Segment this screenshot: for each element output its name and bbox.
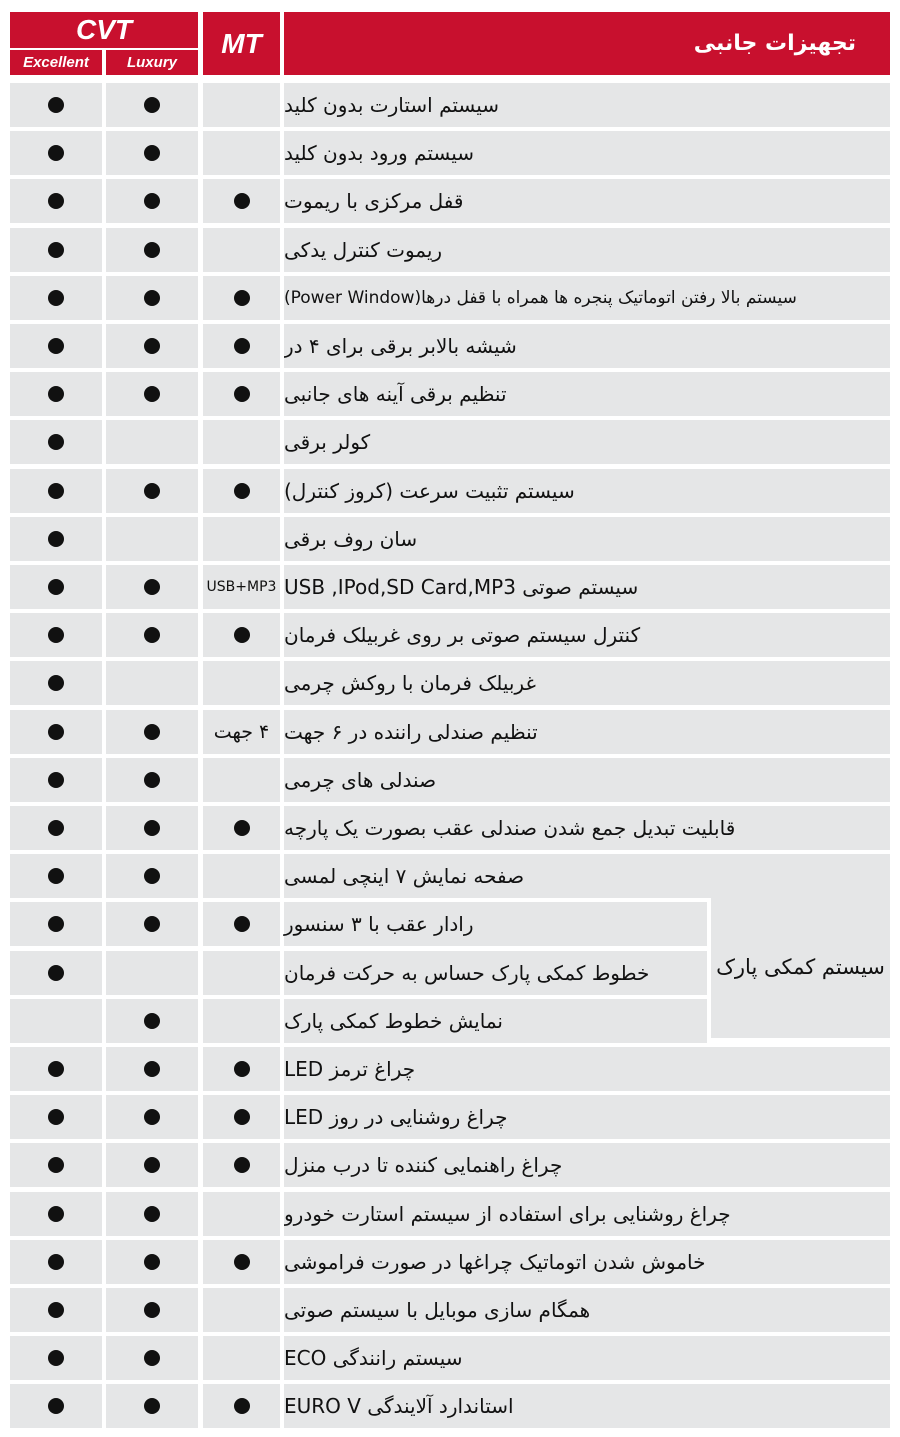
feature-text: ریموت کنترل یدکی — [284, 238, 443, 262]
feature-text: رادار عقب با ۳ سنسور — [284, 912, 474, 936]
cell-excellent — [10, 517, 102, 561]
bullet-dot-icon — [48, 1254, 64, 1270]
feature-text: تنظیم صندلی راننده در ۶ جهت — [284, 720, 538, 744]
bullet-dot-icon — [48, 531, 64, 547]
cell-mt — [203, 420, 280, 464]
feature-text: صندلی های چرمی — [284, 768, 437, 792]
bullet-dot-icon — [234, 338, 250, 354]
feature-text: سیستم ورود بدون کلید — [284, 141, 475, 165]
feature-text: قفل مرکزی با ریموت — [284, 189, 464, 213]
bullet-dot-icon — [48, 242, 64, 258]
feature-text: سیستم تثبیت سرعت (کروز کنترل) — [284, 479, 575, 503]
bullet-dot-icon — [48, 724, 64, 740]
bullet-dot-icon — [48, 434, 64, 450]
feature-text: چراغ راهنمایی کننده تا درب منزل — [284, 1153, 563, 1177]
bullet-dot-icon — [144, 1350, 160, 1366]
cell-excellent — [10, 179, 102, 223]
bullet-dot-icon — [144, 1254, 160, 1270]
bullet-dot-icon — [48, 868, 64, 884]
cell-excellent — [10, 1095, 102, 1139]
feature-text: کولر برقی — [284, 430, 371, 454]
bullet-dot-icon — [234, 627, 250, 643]
cell-excellent — [10, 1288, 102, 1332]
cell-luxury — [106, 469, 198, 513]
bullet-dot-icon — [144, 242, 160, 258]
cell-excellent — [10, 1143, 102, 1187]
row-label — [284, 1192, 890, 1236]
cell-luxury — [106, 565, 198, 609]
header-cvt: CVT — [10, 12, 198, 48]
cell-luxury — [106, 1288, 198, 1332]
bullet-dot-icon — [144, 1109, 160, 1125]
bullet-dot-icon — [48, 1350, 64, 1366]
bullet-dot-icon — [48, 1302, 64, 1318]
cell-excellent — [10, 951, 102, 995]
bullet-dot-icon — [144, 820, 160, 836]
cell-luxury — [106, 372, 198, 416]
bullet-dot-icon — [234, 1061, 250, 1077]
feature-text: صفحه نمایش ۷ اینچی لمسی — [284, 864, 525, 888]
feature-text: همگام سازی موبایل با سیستم صوتی — [284, 1298, 591, 1322]
cell-luxury — [106, 758, 198, 802]
bullet-dot-icon — [48, 193, 64, 209]
cell-excellent — [10, 854, 102, 898]
cell-excellent — [10, 83, 102, 127]
cell-luxury — [106, 276, 198, 320]
cell-excellent — [10, 806, 102, 850]
cell-mt — [203, 324, 280, 368]
cell-excellent — [10, 324, 102, 368]
bullet-dot-icon — [48, 1109, 64, 1125]
bullet-dot-icon — [48, 772, 64, 788]
cell-luxury — [106, 902, 198, 946]
row-label — [284, 420, 890, 464]
row-label — [284, 806, 890, 850]
cell-mt — [203, 999, 280, 1043]
cell-mt — [203, 228, 280, 272]
row-label — [284, 1336, 890, 1380]
cell-mt — [203, 661, 280, 705]
cell-excellent — [10, 565, 102, 609]
bullet-dot-icon — [144, 1013, 160, 1029]
bullet-dot-icon — [48, 145, 64, 161]
cell-excellent — [10, 276, 102, 320]
row-label — [284, 999, 707, 1043]
feature-text: سیستم صوتی USB ,IPod,SD Card,MP3 — [284, 575, 639, 599]
bullet-dot-icon — [234, 1157, 250, 1173]
cell-excellent — [10, 710, 102, 754]
bullet-dot-icon — [234, 916, 250, 932]
cell-mt — [203, 1143, 280, 1187]
bullet-dot-icon — [144, 1206, 160, 1222]
cell-excellent — [10, 758, 102, 802]
bullet-dot-icon — [144, 386, 160, 402]
bullet-dot-icon — [48, 916, 64, 932]
feature-text: تنظیم برقی آینه های جانبی — [284, 382, 507, 406]
cell-luxury — [106, 1336, 198, 1380]
cell-luxury — [106, 517, 198, 561]
cell-luxury — [106, 661, 198, 705]
feature-text: سان روف برقی — [284, 527, 418, 551]
cell-luxury — [106, 1384, 198, 1428]
cell-mt — [203, 758, 280, 802]
cell-luxury — [106, 806, 198, 850]
row-label — [284, 469, 890, 513]
bullet-dot-icon — [234, 483, 250, 499]
cell-mt — [203, 179, 280, 223]
bullet-dot-icon — [234, 1398, 250, 1414]
cell-luxury — [106, 999, 198, 1043]
cell-mt — [203, 710, 280, 754]
cell-excellent — [10, 1336, 102, 1380]
feature-text: شیشه بالابر برقی برای ۴ در — [284, 334, 517, 358]
bullet-dot-icon — [48, 386, 64, 402]
cell-excellent — [10, 131, 102, 175]
cell-mt — [203, 565, 280, 609]
bullet-dot-icon — [48, 675, 64, 691]
feature-text: چراغ روشنایی در روز LED — [284, 1105, 508, 1129]
row-label — [284, 661, 890, 705]
row-label — [284, 565, 890, 609]
mt-value: ۴ جهت — [213, 721, 270, 743]
bullet-dot-icon — [144, 724, 160, 740]
cell-mt — [203, 131, 280, 175]
cell-excellent — [10, 372, 102, 416]
row-label — [284, 1095, 890, 1139]
bullet-dot-icon — [48, 1206, 64, 1222]
bullet-dot-icon — [144, 627, 160, 643]
bullet-dot-icon — [144, 338, 160, 354]
cell-mt — [203, 1288, 280, 1332]
bullet-dot-icon — [234, 193, 250, 209]
cell-luxury — [106, 951, 198, 995]
feature-text: سیستم استارت بدون کلید — [284, 93, 500, 117]
bullet-dot-icon — [144, 772, 160, 788]
cell-excellent — [10, 1047, 102, 1091]
row-label — [284, 1047, 890, 1091]
cell-luxury — [106, 1240, 198, 1284]
cell-luxury — [106, 324, 198, 368]
feature-text: سیستم بالا رفتن اتوماتیک پنجره ها همراه با قفل درها(Power Window) — [284, 288, 797, 308]
row-label — [284, 854, 890, 898]
cell-luxury — [106, 228, 198, 272]
feature-text: سیستم رانندگی ECO — [284, 1346, 463, 1370]
cell-luxury — [106, 854, 198, 898]
cell-luxury — [106, 1095, 198, 1139]
cell-excellent — [10, 469, 102, 513]
cell-luxury — [106, 1047, 198, 1091]
row-label — [284, 372, 890, 416]
bullet-dot-icon — [48, 483, 64, 499]
feature-text: کنترل سیستم صوتی بر روی غربیلک فرمان — [284, 623, 641, 647]
row-label — [284, 131, 890, 175]
bullet-dot-icon — [234, 386, 250, 402]
row-label — [284, 276, 890, 320]
cell-mt — [203, 1240, 280, 1284]
row-label — [284, 1384, 890, 1428]
cell-excellent — [10, 661, 102, 705]
row-label — [284, 902, 707, 946]
header-excellent: Excellent — [10, 50, 102, 75]
row-label — [284, 1240, 890, 1284]
bullet-dot-icon — [234, 820, 250, 836]
cell-luxury — [106, 179, 198, 223]
row-label — [284, 83, 890, 127]
feature-text: چراغ روشنایی برای استفاده از سیستم استارت خودرو — [284, 1202, 731, 1226]
feature-text: خاموش شدن اتوماتیک چراغها در صورت فراموشی — [284, 1250, 706, 1274]
bullet-dot-icon — [48, 1398, 64, 1414]
cell-excellent — [10, 420, 102, 464]
cell-excellent — [10, 228, 102, 272]
bullet-dot-icon — [144, 1302, 160, 1318]
row-label — [284, 758, 890, 802]
bullet-dot-icon — [48, 965, 64, 981]
row-label — [284, 1288, 890, 1332]
cell-mt — [203, 806, 280, 850]
row-label — [284, 951, 707, 995]
cell-luxury — [106, 1192, 198, 1236]
bullet-dot-icon — [48, 338, 64, 354]
row-label — [284, 613, 890, 657]
bullet-dot-icon — [234, 1254, 250, 1270]
feature-text: استاندارد آلایندگی EURO V — [284, 1394, 514, 1418]
cell-mt — [203, 951, 280, 995]
cell-excellent — [10, 902, 102, 946]
cell-excellent — [10, 613, 102, 657]
bullet-dot-icon — [234, 290, 250, 306]
row-label — [284, 324, 890, 368]
cell-luxury — [106, 420, 198, 464]
cell-excellent — [10, 1384, 102, 1428]
bullet-dot-icon — [144, 290, 160, 306]
bullet-dot-icon — [48, 1157, 64, 1173]
bullet-dot-icon — [144, 1398, 160, 1414]
bullet-dot-icon — [48, 1061, 64, 1077]
bullet-dot-icon — [144, 193, 160, 209]
header-mt: MT — [203, 12, 280, 75]
row-label — [284, 710, 890, 754]
cell-mt — [203, 1047, 280, 1091]
cell-mt — [203, 469, 280, 513]
bullet-dot-icon — [144, 579, 160, 595]
bullet-dot-icon — [48, 579, 64, 595]
cell-mt — [203, 1336, 280, 1380]
mt-value: USB+MP3 — [206, 579, 277, 595]
cell-mt — [203, 276, 280, 320]
bullet-dot-icon — [144, 868, 160, 884]
cell-luxury — [106, 1143, 198, 1187]
cell-mt — [203, 372, 280, 416]
bullet-dot-icon — [144, 145, 160, 161]
park-group-label: سیستم کمکی پارک — [711, 898, 890, 1038]
row-label — [284, 1143, 890, 1187]
cell-mt — [203, 83, 280, 127]
row-label — [284, 179, 890, 223]
bullet-dot-icon — [48, 97, 64, 113]
header-luxury: Luxury — [106, 50, 198, 75]
cell-mt — [203, 1095, 280, 1139]
bullet-dot-icon — [144, 1157, 160, 1173]
cell-luxury — [106, 131, 198, 175]
cell-mt — [203, 854, 280, 898]
bullet-dot-icon — [48, 820, 64, 836]
bullet-dot-icon — [144, 483, 160, 499]
feature-text: نمایش خطوط کمکی پارک — [284, 1009, 503, 1033]
feature-text: خطوط کمکی پارک حساس به حرکت فرمان — [284, 961, 650, 985]
feature-text: غربیلک فرمان با روکش چرمی — [284, 671, 536, 695]
bullet-dot-icon — [144, 97, 160, 113]
cell-mt — [203, 1384, 280, 1428]
cell-luxury — [106, 613, 198, 657]
cell-mt — [203, 1192, 280, 1236]
feature-text: قابلیت تبدیل جمع شدن صندلی عقب بصورت یک پارچه — [284, 816, 736, 840]
cell-excellent — [10, 1240, 102, 1284]
cell-excellent — [10, 999, 102, 1043]
bullet-dot-icon — [48, 627, 64, 643]
cell-mt — [203, 517, 280, 561]
cell-mt — [203, 613, 280, 657]
cell-excellent — [10, 1192, 102, 1236]
cell-mt — [203, 902, 280, 946]
bullet-dot-icon — [144, 1061, 160, 1077]
header-title: تجهیزات جانبی — [284, 12, 890, 75]
bullet-dot-icon — [234, 1109, 250, 1125]
row-label — [284, 517, 890, 561]
cell-luxury — [106, 710, 198, 754]
row-label — [284, 228, 890, 272]
bullet-dot-icon — [48, 290, 64, 306]
feature-text: چراغ ترمز LED — [284, 1057, 416, 1081]
cell-luxury — [106, 83, 198, 127]
bullet-dot-icon — [144, 916, 160, 932]
